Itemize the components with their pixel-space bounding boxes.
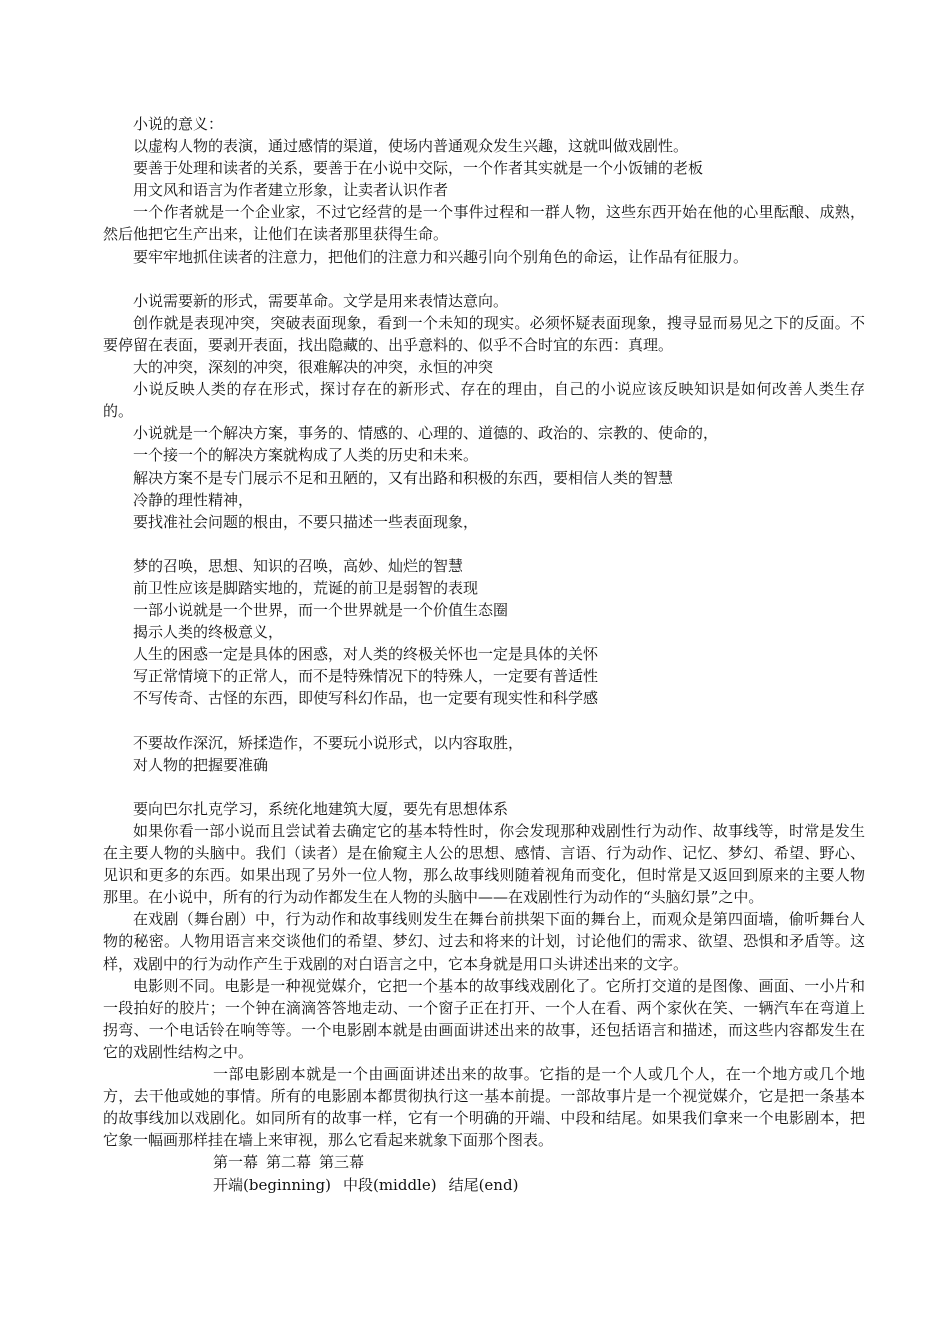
paragraph: 一部小说就是一个世界，而一个世界就是一个价值生态圈 [133, 601, 509, 620]
paragraph: 小说就是一个解决方案，事务的、情感的、心理的、道德的、政治的、宗教的、使命的， [133, 424, 719, 443]
section-style [103, 732, 865, 776]
spacer [103, 710, 865, 732]
act-label: 第三幕 [319, 1153, 365, 1172]
paragraph: 一部电影剧本就是一个由画面讲述出来的故事。它指的是一个人或几个人，在一个地方或几个地方，去干他或她的事情。所有的电影剧本都贯彻执行这一基本前提。一部故事片是一个视觉媒介，它是把一条基本的故事线加以戏剧化。如同所有的故事一样，它有一个明确的开端、中段和结尾。如果我们拿来一个电影剧本，把它象一幅画那样挂在墙上来审视，那么它看起来就象下面那个图表。 [103, 1065, 865, 1150]
paragraph: 不要故作深沉，矫揉造作，不要玩小说形式，以内容取胜， [133, 733, 524, 752]
acts-row [103, 1151, 865, 1173]
paragraph: 人生的困惑一定是具体的困惑，对人类的终极关怀也一定是具体的关怀 [133, 645, 599, 664]
paragraph: 不写传奇、古怪的东西，即使写科幻作品，也一定要有现实性和科学感 [133, 689, 599, 708]
part-label: 开端(beginning) [213, 1175, 331, 1194]
paragraph: 要向巴尔扎克学习，系统化地建筑大厦，要先有思想体系 [133, 799, 509, 818]
act-label: 第一幕 [213, 1153, 259, 1172]
spacer [103, 268, 865, 290]
paragraph: 冷静的理性精神， [133, 490, 254, 509]
paragraph: 电影则不同。电影是一种视觉媒介，它把一个基本的故事线戏剧化了。它所打交道的是图像、画面、一小片和一段拍好的胶片；一个钟在滴滴答答地走动、一个窗子正在打开、一个人在看、两个家伙在笑、一辆汽车在弯道上拐弯、一个电话铃在响等等。一个电影剧本就是由画面讲述出来的故事，还包括语言和描述，而这些内容都发生在它的戏剧性结构之中。 [103, 976, 865, 1061]
section-form [103, 290, 865, 533]
section-dream [103, 555, 865, 710]
paragraph: 大的冲突，深刻的冲突，很难解决的冲突，永恒的冲突 [133, 358, 494, 377]
paragraph: 一个接一个的解决方案就构成了人类的历史和未来。 [133, 446, 479, 465]
act-label: 第二幕 [266, 1153, 312, 1172]
paragraph: 如果你看一部小说而且尝试着去确定它的基本特性时，你会发现那种戏剧性行为动作、故事线等，时常是发生在主要人物的头脑中。我们（读者）是在偷窥主人公的思想、感情、言语、行为动作、记忆、梦幻、希望、野心、见识和更多的东西。如果出现了另外一位人物，那么故事线则随着视角而变化，但时常是又返回到原来的主要人物那里。在小说中，所有的行为动作都发生在人物的头脑中——在戏剧性行为动作的“头脑幻景”之中。 [103, 822, 865, 907]
paragraph: 小说需要新的形式，需要革命。文学是用来表情达意向。 [133, 291, 509, 310]
paragraph: 要牢牢地抓住读者的注意力，把他们的注意力和兴趣引向个别角色的命运，让作品有征服力。 [133, 247, 749, 266]
paragraph: 在戏剧（舞台剧）中，行为动作和故事线则发生在舞台前拱架下面的舞台上，而观众是第四面墙，偷听舞台人物的秘密。人物用语言来交谈他们的希望、梦幻、过去和将来的计划，讨论他们的需求、欲望、恐惧和矛盾等。这样，戏剧中的行为动作产生于戏剧的对白语言之中，它本身就是用口头讲述出来的文字。 [103, 910, 865, 973]
spacer [103, 533, 865, 555]
parts-row [103, 1174, 865, 1196]
part-label: 中段(middle) [342, 1175, 437, 1194]
part-label: 结尾(end) [448, 1175, 519, 1194]
paragraph: 用文风和语言为作者建立形象，让卖者认识作者 [133, 181, 449, 200]
paragraph: 揭示人类的终极意义， [133, 623, 284, 642]
paragraph: 要善于处理和读者的关系，要善于在小说中交际，一个作者其实就是一个小饭铺的老板 [133, 159, 704, 178]
paragraph: 小说反映人类的存在形式，探讨存在的新形式、存在的理由，自己的小说应该反映知识是如何改善人类生存的。 [103, 380, 865, 421]
paragraph: 创作就是表现冲突，突破表面现象，看到一个未知的现实。必须怀疑表面现象，搜寻显而易见之下的反面。不要停留在表面，要剥开表面，找出隐藏的、出乎意料的、似乎不合时宜的东西：真理。 [103, 313, 865, 354]
paragraph: 梦的召唤，思想、知识的召唤，高妙、灿烂的智慧 [133, 556, 464, 575]
paragraph: 一个作者就是一个企业家，不过它经营的是一个事件过程和一群人物，这些东西开始在他的心里酝酿、成熟，然后他把它生产出来，让他们在读者那里获得生命。 [103, 203, 865, 244]
paragraph: 小说的意义： [133, 115, 224, 133]
paragraph: 要找准社会问题的根由，不要只描述一些表面现象， [133, 512, 479, 531]
section-meaning [103, 113, 865, 268]
paragraph: 以虚构人物的表演，通过感情的渠道，使场内普通观众发生兴趣，这就叫做戏剧性。 [133, 137, 689, 156]
section-screenplay [103, 798, 865, 1152]
paragraph: 前卫性应该是脚踏实地的，荒诞的前卫是弱智的表现 [133, 578, 479, 597]
paragraph: 解决方案不是专门展示不足和丑陋的，又有出路和积极的东西，要相信人类的智慧 [133, 468, 674, 487]
paragraph: 写正常情境下的正常人，而不是特殊情况下的特殊人，一定要有普适性 [133, 667, 599, 686]
spacer [103, 776, 865, 798]
paragraph: 对人物的把握要准确 [133, 755, 269, 774]
